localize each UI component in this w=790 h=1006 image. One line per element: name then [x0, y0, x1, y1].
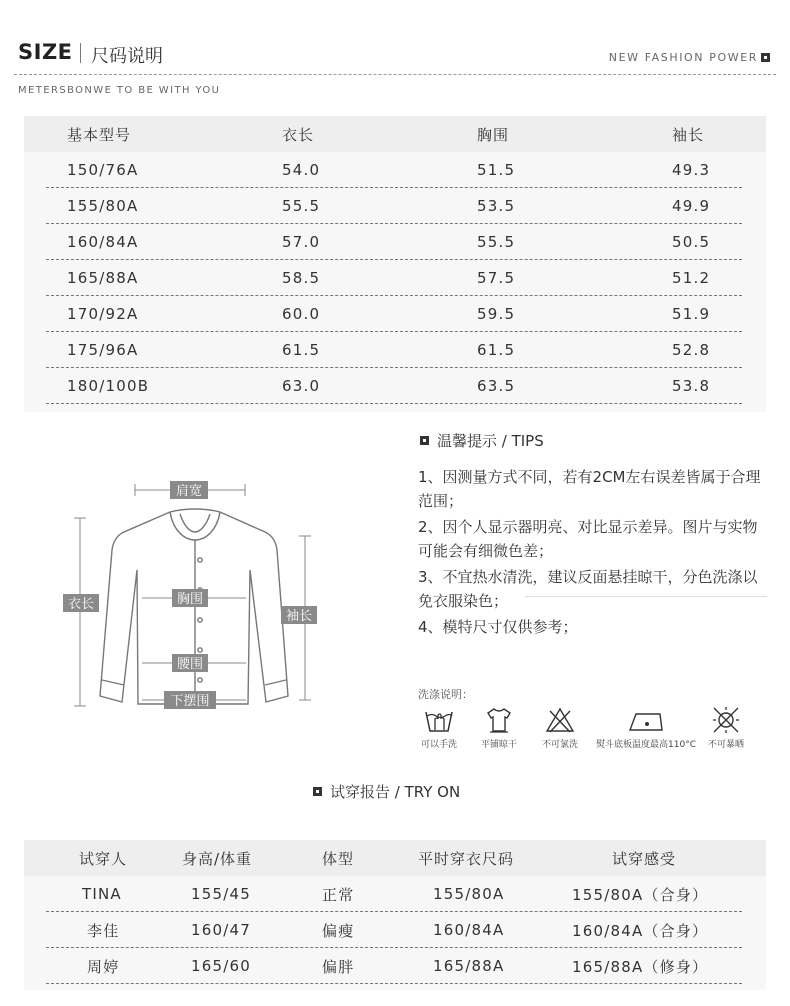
table-cell: 155/45: [191, 885, 251, 903]
section-title: SIZE: [18, 40, 73, 64]
title-divider: [80, 43, 81, 63]
table-row: [24, 948, 766, 984]
table-cell: 165/88A: [67, 269, 139, 287]
table-cell: 160/84A（合身）: [572, 921, 709, 940]
size-table-header: [24, 116, 766, 152]
table-cell: 51.5: [477, 161, 516, 179]
try-on-title: [313, 781, 460, 802]
shirt-measurement-diagram: [60, 470, 330, 720]
table-cell: 150/76A: [67, 161, 139, 179]
table-cell: 175/96A: [67, 341, 139, 359]
table-cell: 165/88A（修身）: [572, 957, 709, 976]
tips-divider: [525, 596, 767, 597]
table-cell: 61.5: [282, 341, 321, 359]
try-on-table: [24, 840, 766, 990]
header-cell: 试穿感受: [612, 849, 677, 868]
tips-list: [418, 465, 768, 639]
washing-icons: [418, 706, 758, 756]
table-cell: 155/80A（合身）: [572, 885, 709, 904]
table-row: [24, 368, 766, 404]
tip-item: 1、因测量方式不同，若有2CM左右误差皆属于合理范围；: [418, 468, 761, 510]
wash-label: 不可氯洗: [541, 740, 578, 750]
table-cell: 50.5: [672, 233, 711, 251]
no-sun-icon: [711, 706, 741, 734]
wash-label: 熨斗底板温度最高110°C: [596, 740, 696, 750]
header-cell: 衣长: [282, 125, 315, 144]
diagram-label-hem: 下摆围: [170, 694, 210, 709]
table-cell: 63.5: [477, 377, 516, 395]
table-cell: 52.8: [672, 341, 711, 359]
table-cell: 55.5: [282, 197, 321, 215]
table-cell: 63.0: [282, 377, 321, 395]
tip-item: 4、模特尺寸仅供参考；: [418, 618, 578, 636]
diagram-label-length: 衣长: [67, 597, 95, 612]
wash-label: 平铺晾干: [480, 740, 517, 750]
table-row: [24, 876, 766, 912]
table-row: [24, 296, 766, 332]
brand-subtitle: METERSBONWE TO BE WITH YOU: [18, 85, 221, 96]
washing-section: [418, 686, 758, 750]
header-cell: 体型: [322, 849, 355, 868]
table-cell: 周婷: [87, 957, 120, 976]
wash-item: [418, 706, 460, 750]
size-table: [24, 116, 766, 412]
flat-dry-icon: [484, 706, 514, 734]
table-cell: 李佳: [87, 921, 120, 940]
table-cell: 59.5: [477, 305, 516, 323]
table-cell: 165/60: [191, 957, 251, 975]
table-cell: 53.5: [477, 197, 516, 215]
header-cell: 试穿人: [79, 849, 128, 868]
wash-label: 可以手洗: [420, 740, 457, 750]
table-cell: 53.8: [672, 377, 711, 395]
table-cell: TINA: [82, 885, 122, 903]
tips-section: [418, 430, 768, 641]
tips-title: [420, 430, 768, 451]
try-on-table-header: [24, 840, 766, 876]
tip-item: 2、因个人显示器明亮、对比显示差异。图片与实物可能会有细微色差；: [418, 518, 758, 560]
washing-title: 洗涤说明：: [418, 688, 473, 701]
table-cell: 偏胖: [322, 957, 355, 976]
square-bullet-icon: [420, 436, 429, 445]
try-on-title-text: 试穿报告 / TRY ON: [330, 783, 461, 801]
wash-item: [538, 706, 582, 750]
table-cell: 160/84A: [67, 233, 139, 251]
header-cell: 平时穿衣尺码: [418, 849, 515, 868]
table-cell: 165/88A: [433, 957, 505, 975]
header-cell: 基本型号: [67, 125, 132, 144]
table-row: [24, 912, 766, 948]
square-bullet-icon: [313, 787, 322, 796]
table-cell: 58.5: [282, 269, 321, 287]
table-row: [24, 260, 766, 296]
table-cell: 170/92A: [67, 305, 139, 323]
table-cell: 160/84A: [433, 921, 505, 939]
tip-item: 3、不宜热水清洗，建议反面悬挂晾干，分色洗涤以免衣服染色；: [418, 568, 758, 610]
diagram-label-shoulder: 肩宽: [175, 484, 203, 499]
diagram-label-sleeve: 袖长: [285, 609, 313, 624]
wash-label: 不可暴晒: [707, 740, 744, 750]
tips-title-text: 温馨提示 / TIPS: [437, 432, 544, 450]
page-header: [0, 0, 790, 100]
table-cell: 60.0: [282, 305, 321, 323]
table-cell: 57.0: [282, 233, 321, 251]
table-cell: 160/47: [191, 921, 251, 939]
iron-icon: [626, 706, 666, 734]
tagline-text: NEW FASHION POWER: [608, 51, 758, 64]
wash-item: [704, 706, 748, 750]
table-cell: 155/80A: [433, 885, 505, 903]
no-bleach-icon: [545, 706, 575, 734]
table-cell: 61.5: [477, 341, 516, 359]
table-cell: 偏瘦: [322, 921, 355, 940]
section-title-cn: 尺码说明: [91, 46, 163, 67]
header-cell: 身高/体重: [182, 849, 253, 868]
table-cell: 正常: [322, 885, 355, 904]
table-row: [24, 188, 766, 224]
table-row: [24, 332, 766, 368]
table-row: [24, 152, 766, 188]
wash-item: [592, 706, 700, 750]
diagram-label-chest: 胸围: [176, 592, 204, 607]
table-row: [24, 224, 766, 260]
header-cell: 胸围: [477, 125, 510, 144]
tagline: [609, 51, 770, 64]
table-cell: 51.2: [672, 269, 711, 287]
table-cell: 49.3: [672, 161, 711, 179]
square-bullet-icon: [761, 53, 770, 62]
table-cell: 54.0: [282, 161, 321, 179]
table-cell: 55.5: [477, 233, 516, 251]
table-cell: 57.5: [477, 269, 516, 287]
header-cell: 袖长: [672, 125, 705, 144]
wash-item: [476, 706, 522, 750]
table-cell: 49.9: [672, 197, 711, 215]
table-cell: 51.9: [672, 305, 711, 323]
table-cell: 155/80A: [67, 197, 139, 215]
table-cell: 180/100B: [67, 377, 150, 395]
hand-wash-icon: [424, 706, 454, 734]
header-divider: [14, 74, 776, 75]
diagram-label-waist: 腰围: [176, 657, 204, 672]
